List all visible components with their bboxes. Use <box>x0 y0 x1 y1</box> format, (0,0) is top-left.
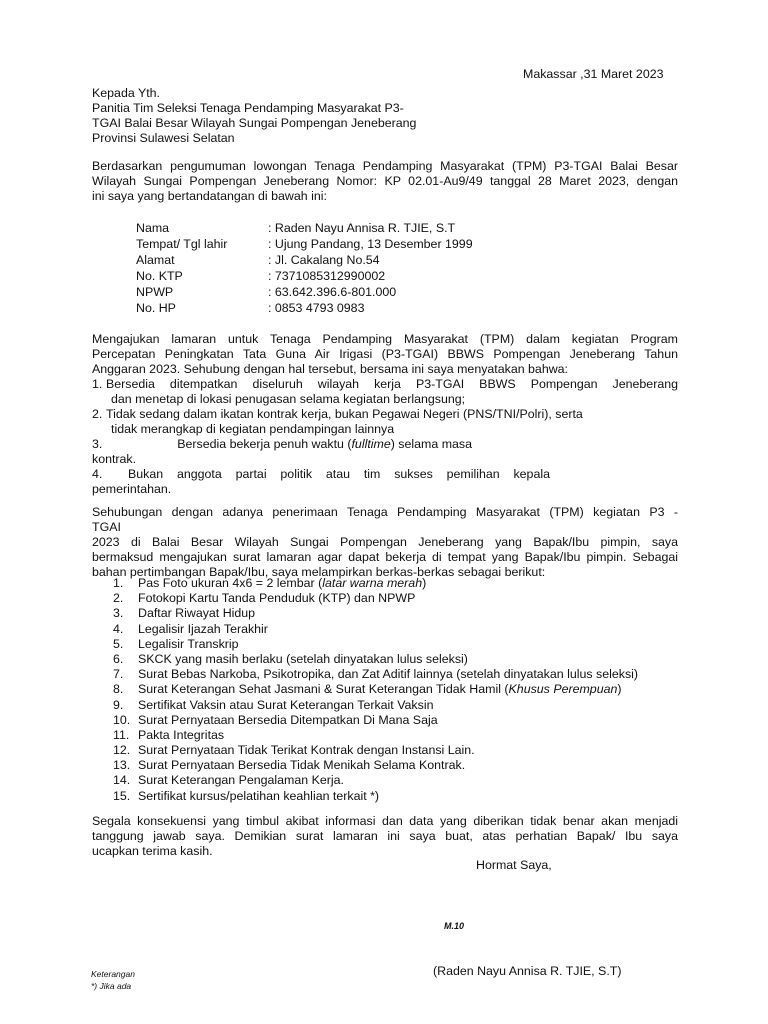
attachment-number: 14. <box>113 773 131 788</box>
identity-table <box>136 221 556 317</box>
attachment-number: 7. <box>113 667 124 682</box>
list-item <box>113 758 638 773</box>
intro-line: ini saya yang bertandatangan di bawah ini: <box>92 189 327 203</box>
attachment-emphasis: Khusus Perempuan <box>508 682 618 697</box>
closing-line: ucapkan terima kasih. <box>92 844 213 858</box>
statement-item <box>92 437 472 452</box>
statement-text-emphasis: fulltime <box>351 437 391 451</box>
attachment-text: Surat Pernyataan Bersedia Ditempatkan Di Mana Saja <box>138 712 438 727</box>
statement-text <box>177 437 472 452</box>
statement-item <box>92 377 678 392</box>
attachment-number: 3. <box>113 606 124 621</box>
attachment-number: 11. <box>113 727 130 742</box>
statement-item <box>92 407 678 422</box>
statement-number: 4. <box>92 467 103 481</box>
attachment-text: Surat Keterangan Pengalaman Kerja. <box>138 773 344 788</box>
statement-text-part: ) selama masa <box>390 437 472 451</box>
intro-line: Wilayah Sungai Pompengan Jeneberang Nomor: KP 02.01-Au9/49 tanggal 28 Maret 2023, dengan <box>92 174 678 188</box>
identity-value: : Jl. Cakalang No.54 <box>268 253 380 267</box>
attachment-number: 1. <box>113 576 124 590</box>
regards-text: Hormat Saya, <box>476 858 552 872</box>
acceptance-line: TGAI <box>92 520 121 534</box>
application-line: Percepatan Peningkatan Tata Guna Air Irigasi (P3-TGAI) BBWS Pompengan Jeneberang Tahun <box>92 347 678 361</box>
attachment-number: 4. <box>113 621 124 636</box>
identity-value: : Ujung Pandang, 13 Desember 1999 <box>268 237 473 251</box>
identity-row <box>136 253 556 269</box>
attachment-text: Surat Bebas Narkoba, Psikotropika, dan Zat Aditif lainnya (setelah dinyatakan lulus seleksi) <box>138 667 639 682</box>
statement-number: 1. <box>92 377 103 391</box>
intro-line: Berdasarkan pengumuman lowongan Tenaga Pendamping Masyarakat (TPM) P3-TGAI Balai Besar <box>92 159 678 173</box>
recipient-line: Kepada Yth. <box>92 86 160 100</box>
acceptance-line: 2023 di Balai Besar Wilayah Sungai Pompengan Jeneberang yang Bapak/Ibu pimpin, saya <box>92 535 678 549</box>
list-item <box>113 622 638 637</box>
identity-label: Tempat/ Tgl lahir <box>136 237 228 251</box>
attachment-text-end: ) <box>422 576 427 590</box>
attachment-number: 10. <box>113 712 131 727</box>
attachment-number: 8. <box>113 682 124 697</box>
attachment-number: 13. <box>113 758 131 773</box>
attachment-text: Surat Pernyataan Bersedia Tidak Menikah Selama Kontrak. <box>138 758 466 773</box>
identity-row <box>136 237 556 253</box>
list-item <box>113 637 638 652</box>
attachment-number: 5. <box>113 636 124 651</box>
identity-value: : 7371085312990002 <box>268 269 386 283</box>
list-item <box>113 576 638 591</box>
recipient-line: Panitia Tim Seleksi Tenaga Pendamping Masyarakat P3- <box>92 101 404 115</box>
statement-number: 2. <box>92 407 103 421</box>
statement-item <box>92 467 550 482</box>
recipient-block <box>92 86 678 146</box>
attachment-text: Legalisir Ijazah Terakhir <box>138 621 268 636</box>
statement-text: Bukan anggota partai politik atau tim sukses pemilihan kepala <box>128 467 550 481</box>
attachment-number: 2. <box>113 591 124 606</box>
statement-continuation: dan menetap di lokasi penugasan selama kegiatan berlangsung; <box>111 392 466 406</box>
identity-label: Nama <box>136 221 170 235</box>
identity-row <box>136 301 556 317</box>
attachment-text: Legalisir Transkrip <box>138 636 239 651</box>
list-item <box>113 682 638 697</box>
identity-label: Alamat <box>136 253 175 267</box>
statement-text-part: Bersedia bekerja penuh waktu ( <box>177 437 352 451</box>
place-date: Makassar ,31 Maret 2023 <box>523 67 664 81</box>
acceptance-line: bahan pertimbangan Bapak/Ibu, saya melampirkan berkas-berkas sebagai berikut: <box>92 565 546 579</box>
identity-label: NPWP <box>136 285 174 299</box>
list-item <box>113 743 638 758</box>
statement-continuation: pemerintahan. <box>92 482 172 496</box>
application-line: Mengajukan lamaran untuk Tenaga Pendamping Masyarakat (TPM) dalam kegiatan Program <box>92 332 678 346</box>
attachment-text: SKCK yang masih berlaku (setelah dinyatakan lulus seleksi) <box>138 651 468 666</box>
identity-row <box>136 285 556 301</box>
identity-row <box>136 221 556 237</box>
closing-line: tanggung jawab saya. Demikian surat lamaran ini saya buat, atas perhatian Bapak/ Ibu saya <box>92 829 678 843</box>
identity-label: No. HP <box>136 301 176 315</box>
attachments-list <box>113 576 638 804</box>
attachment-number: 6. <box>113 651 124 666</box>
attachment-text: Sertifikat Vaksin atau Surat Keterangan Terkait Vaksin <box>138 697 434 712</box>
list-item <box>113 652 638 667</box>
signatory-name: (Raden Nayu Annisa R. TJIE, S.T) <box>433 964 622 978</box>
list-item <box>113 789 638 804</box>
attachment-text: Daftar Riwayat Hidup <box>138 606 256 621</box>
list-item <box>113 698 638 713</box>
attachment-number: 12. <box>113 743 131 758</box>
closing-paragraph <box>92 814 678 859</box>
attachment-text: Surat Pernyataan Tidak Terikat Kontrak dengan Instansi Lain. <box>138 743 475 758</box>
identity-value: : 0853 4793 0983 <box>268 301 365 315</box>
statement-continuation: tidak merangkap di kegiatan pendampingan lainnya <box>111 422 395 436</box>
list-item <box>113 713 638 728</box>
statement-text: Tidak sedang dalam ikatan kontrak kerja, bukan Pegawai Negeri (PNS/TNI/Polri), serta <box>106 407 583 421</box>
attachment-text-end: ) <box>617 682 622 697</box>
signature-stamp: M.10 <box>444 921 465 931</box>
acceptance-line: bermaksud mengajukan surat lamaran agar dapat bekerja di tempat yang Bapak/Ibu pimpin. Sebagai <box>92 550 678 564</box>
list-item <box>113 591 638 606</box>
recipient-line: Provinsi Sulawesi Selatan <box>92 131 235 145</box>
acceptance-line: Sehubungan dengan adanya penerimaan Tenaga Pendamping Masyarakat (TPM) kegiatan P3 - <box>92 505 678 519</box>
application-line: Anggaran 2023. Sehubung dengan hal tersebut, bersama ini saya menyatakan bahwa: <box>92 362 568 376</box>
identity-row <box>136 269 556 285</box>
list-item <box>113 606 638 621</box>
attachment-text: Sertifikat kursus/pelatihan keahlian terkait *) <box>138 788 380 803</box>
attachment-text: Pakta Integritas <box>138 727 225 742</box>
list-item <box>113 728 638 743</box>
attachment-text: Fotokopi Kartu Tanda Penduduk (KTP) dan NPWP <box>138 591 416 606</box>
identity-label: No. KTP <box>136 269 183 283</box>
closing-line: Segala konsekuensi yang timbul akibat informasi dan data yang diberikan tidak benar akan menjadi <box>92 814 678 828</box>
statement-continuation: kontrak. <box>92 452 137 466</box>
statement-number: 3. <box>92 437 103 451</box>
attachment-text: Surat Keterangan Sehat Jasmani & Surat Keterangan Tidak Hamil ( <box>138 682 509 697</box>
statements-list <box>92 377 678 497</box>
attachment-number: 9. <box>113 697 124 712</box>
footnote-title: Keterangan <box>91 969 135 979</box>
identity-value: : 63.642.396.6-801.000 <box>268 285 397 299</box>
intro-paragraph <box>92 159 678 204</box>
list-item <box>113 773 638 788</box>
identity-value: : Raden Nayu Annisa R. TJIE, S.T <box>268 221 456 235</box>
recipient-line: TGAI Balai Besar Wilayah Sungai Pompengan Jeneberang <box>92 116 417 130</box>
attachment-text: Pas Foto ukuran 4x6 = 2 lembar ( <box>138 576 323 590</box>
statement-text: Bersedia ditempatkan diseluruh wilayah kerja P3-TGAI BBWS Pompengan Jeneberang <box>106 377 678 391</box>
footnote-note: *) Jika ada <box>91 981 132 991</box>
application-paragraph <box>92 332 678 377</box>
acceptance-paragraph <box>92 505 678 580</box>
list-item <box>113 667 638 682</box>
attachment-emphasis: latar warna merah <box>322 576 423 590</box>
attachment-number: 15. <box>113 788 131 803</box>
